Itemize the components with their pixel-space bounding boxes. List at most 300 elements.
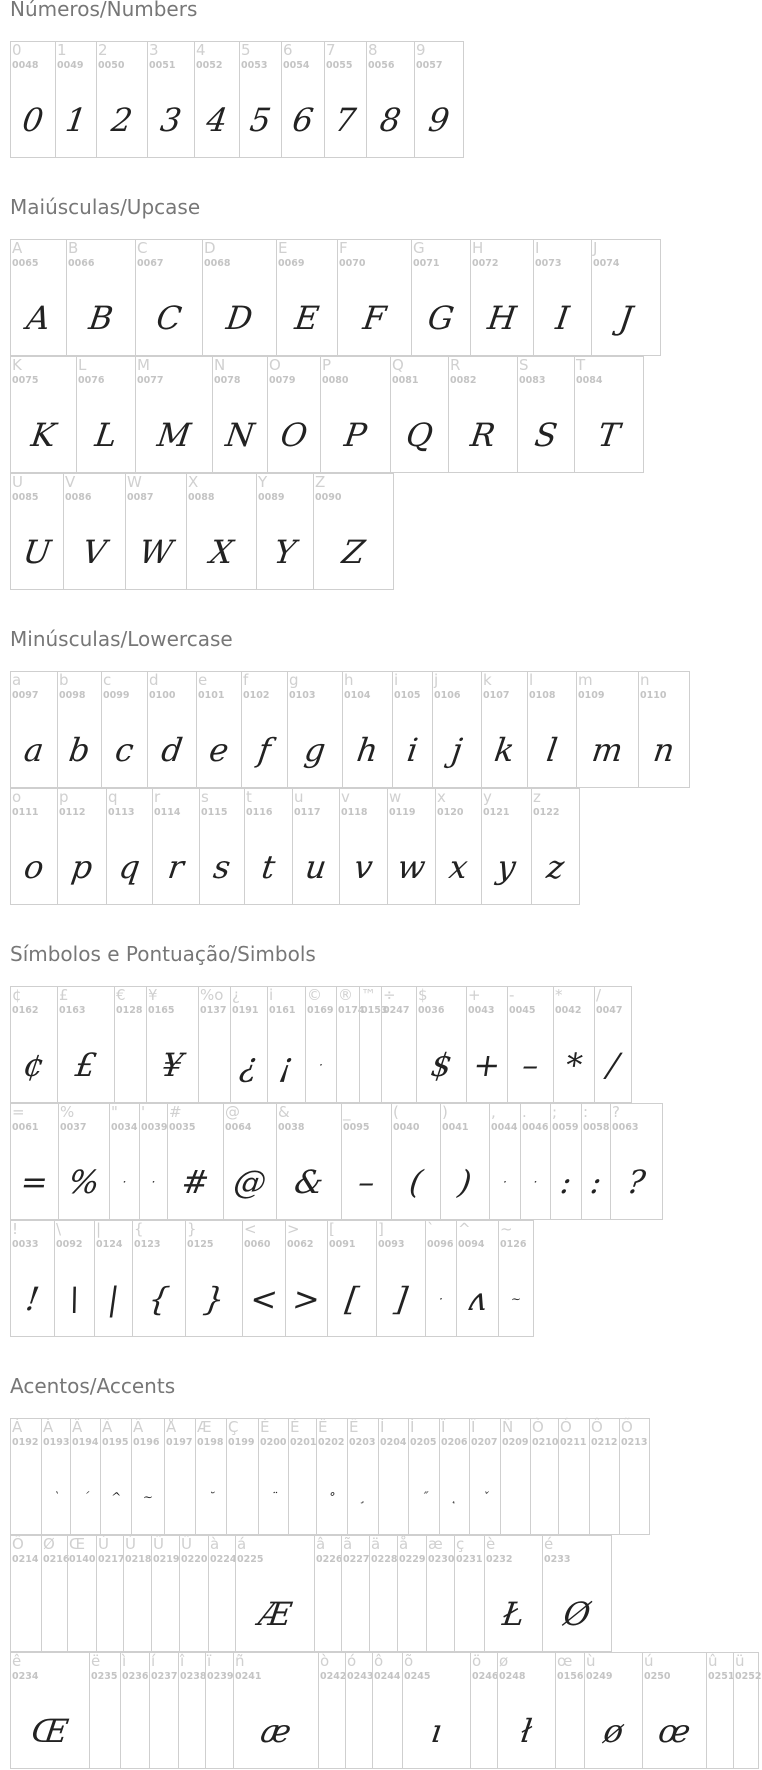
cell-char-label: [ [329,1220,335,1238]
cell-glyph-sample: o [21,848,47,886]
cell-char-label: # [169,1103,182,1121]
glyph-cell [324,41,367,158]
cell-char-code: 0116 [246,807,273,818]
cell-glyph-sample: Z [339,533,368,571]
cell-char-code: 0107 [483,690,510,701]
cell-char-code: 0124 [96,1239,123,1250]
cell-char-code: 0081 [392,375,419,386]
cell-char-label: ¥ [148,986,158,1004]
glyph-cell [376,1220,426,1337]
cell-char-code: 0205 [410,1437,437,1448]
cell-glyph-sample: q [116,848,143,886]
glyph-cell [378,1418,409,1535]
cell-char-code: 0085 [12,492,39,503]
glyph-cell [55,41,97,158]
glyph-cell [132,1220,186,1337]
cell-char-label: d [149,671,159,689]
glyph-cell [96,1535,124,1652]
cell-char-label: £ [59,986,69,1004]
glyph-cell [347,1418,379,1535]
cell-char-code: 0156 [557,1671,584,1682]
cell-char-label: _ [343,1103,351,1121]
cell-char-code: 0121 [483,807,510,818]
cell-char-label: Ä [133,1418,144,1436]
cell-glyph-sample: a [21,731,47,769]
cell-char-code: 0091 [329,1239,356,1250]
cell-glyph-sample: ^ [109,1490,123,1504]
cell-glyph-sample: s [211,848,233,886]
cell-char-code: 0242 [320,1671,347,1682]
cell-glyph-sample: Q [403,416,436,454]
cell-glyph-sample: J [616,299,636,337]
glyph-cell [440,1103,490,1220]
cell-glyph-sample: ł [518,1712,535,1750]
glyph-row [10,1535,611,1652]
cell-char-code: 0073 [535,258,562,269]
cell-char-label: Ê [318,1418,328,1436]
glyph-cell [574,356,644,473]
glyph-cell [10,1418,42,1535]
cell-glyph-sample: · [438,1292,444,1306]
glyph-cell [392,671,433,788]
cell-glyph-sample: E [292,299,322,337]
cell-glyph-sample: l [544,731,560,769]
cell-char-label: î [180,1652,185,1670]
cell-char-code: 0094 [458,1239,485,1250]
glyph-cell [341,1535,370,1652]
glyph-cell [542,1535,612,1652]
cell-char-label: Ô [591,1418,603,1436]
cell-char-code: 0237 [151,1671,178,1682]
cell-char-label: T [576,356,586,374]
glyph-cell [208,1535,236,1652]
glyph-cell [387,788,436,905]
glyph-cell [178,1652,206,1769]
cell-glyph-sample: } [201,1280,227,1318]
cell-glyph-sample: { [146,1280,172,1318]
glyph-row [10,1418,649,1535]
glyph-cell [223,1103,277,1220]
cell-char-label: G [413,239,425,257]
cell-char-label: } [187,1220,197,1238]
glyph-cell [456,1220,499,1337]
cell-char-code: 0076 [78,375,105,386]
cell-char-label: â [316,1535,326,1553]
cell-char-code: 0082 [450,375,477,386]
cell-char-label: Ï [471,1418,476,1436]
cell-char-label: J [593,239,598,257]
cell-char-code: 0108 [529,690,556,701]
cell-char-label: Q [392,356,404,374]
cell-char-label: ì [122,1652,127,1670]
glyph-cell [292,788,340,905]
cell-glyph-sample: : [587,1163,605,1201]
cell-char-code: 0050 [98,60,125,71]
cell-glyph-sample: ı [428,1712,445,1750]
glyph-cell [470,1652,498,1769]
cell-char-code: 0052 [196,60,223,71]
cell-char-label: c [103,671,112,689]
cell-glyph-sample: \ [66,1280,83,1318]
cell-glyph-sample: & [292,1163,326,1201]
cell-char-label: v [341,788,350,806]
cell-char-code: 0074 [593,258,620,269]
cell-char-code: 0196 [133,1437,160,1448]
cell-char-label: { [134,1220,144,1238]
cell-glyph-sample: Ł [500,1595,527,1633]
glyph-cell [372,1652,403,1769]
cell-glyph-sample: N [223,416,257,454]
cell-char-code: 0229 [399,1554,426,1565]
glyph-cell [313,473,394,590]
glyph-cell [500,1418,531,1535]
cell-char-code: 0106 [434,690,461,701]
cell-char-code: 0096 [427,1239,454,1250]
glyph-row [10,1103,662,1220]
cell-char-label: û [708,1652,718,1670]
cell-char-code: 0047 [596,1005,623,1016]
cell-char-code: 0066 [68,258,95,269]
cell-glyph-sample: ) [456,1163,474,1201]
glyph-cell [123,1535,152,1652]
cell-char-label: Ã [102,1418,113,1436]
glyph-cell [288,1418,317,1535]
cell-char-label: ' [141,1103,146,1121]
cell-char-code: 0202 [318,1437,345,1448]
cell-char-code: 0249 [586,1671,613,1682]
cell-glyph-sample: w [395,848,428,886]
cell-char-label: ú [644,1652,654,1670]
glyph-cell [152,788,200,905]
cell-char-code: 0054 [283,60,310,71]
cell-glyph-sample [730,1701,762,1761]
glyph-cell [439,1418,470,1535]
glyph-cell [10,356,77,473]
cell-char-label: % [60,1103,75,1121]
glyph-cell [584,1652,643,1769]
glyph-cell [498,1220,534,1337]
cell-char-label: ö [472,1652,482,1670]
cell-char-label: 4 [196,41,206,59]
cell-char-code: 0049 [57,60,84,71]
cell-char-code: 0195 [102,1437,129,1448]
cell-char-label: x [437,788,446,806]
cell-char-code: 0126 [500,1239,527,1250]
cell-glyph-sample: T [595,416,623,454]
glyph-cell [41,1418,71,1535]
cell-char-code: 0104 [344,690,371,701]
cell-glyph-sample: k [492,731,517,769]
cell-char-label: Ó [560,1418,572,1436]
glyph-cell [67,1535,97,1652]
glyph-cell [638,671,690,788]
cell-char-label: ç [456,1535,465,1553]
cell-glyph-sample: > [290,1280,323,1318]
cell-char-code: 0068 [204,258,231,269]
cell-char-code: 0098 [59,690,86,701]
cell-char-code: 0128 [116,1005,143,1016]
cell-char-code: 0200 [260,1437,287,1448]
glyph-cell [10,1220,55,1337]
glyph-cell [226,1418,259,1535]
cell-char-label: ø [499,1652,509,1670]
glyph-cell [432,671,482,788]
cell-glyph-sample: · [121,1175,128,1189]
glyph-cell [202,239,277,356]
glyph-row [10,473,393,590]
cell-char-code: 0199 [228,1437,255,1448]
cell-char-label: 7 [326,41,336,59]
cell-glyph-sample: F [360,299,389,337]
glyph-cell [258,1418,289,1535]
cell-char-label: ò [320,1652,330,1670]
cell-glyph-sample: e [206,731,232,769]
cell-char-code: 0090 [315,492,342,503]
cell-glyph-sample: – [519,1046,542,1084]
glyph-cell [114,986,147,1103]
cell-char-label: L [78,356,87,374]
cell-glyph-sample: 3 [158,101,184,139]
cell-char-code: 0087 [127,492,154,503]
cell-glyph-sample: Y [271,533,299,571]
cell-glyph-sample: + [470,1046,504,1084]
cell-glyph-sample: 5 [247,101,274,139]
cell-char-code: 0250 [644,1671,671,1682]
cell-char-code: 0206 [441,1437,468,1448]
cell-char-code: 0041 [442,1122,469,1133]
glyph-row [10,356,643,473]
cell-glyph-sample: 2 [109,101,135,139]
cell-char-label: 8 [368,41,378,59]
cell-char-code: 0057 [416,60,443,71]
glyph-cell [198,986,231,1103]
glyph-cell [164,1418,196,1535]
cell-char-label: * [555,986,563,1004]
cell-char-label: õ [404,1652,414,1670]
cell-char-code: 0163 [59,1005,86,1016]
cell-char-label: U [12,473,23,491]
glyph-cell [550,1103,582,1220]
cell-char-code: 0236 [122,1671,149,1682]
cell-char-code: 0112 [59,807,86,818]
glyph-cell [10,986,58,1103]
cell-char-code: 0217 [98,1554,125,1565]
cell-char-label: B [68,239,79,257]
cell-char-code: 0089 [258,492,285,503]
glyph-cell [179,1535,209,1652]
cell-char-label: H [472,239,484,257]
cell-glyph-sample: – [355,1163,378,1201]
glyph-row [10,788,579,905]
glyph-cell [448,356,518,473]
cell-char-code: 0111 [12,807,39,818]
cell-char-label: 0 [12,41,22,59]
cell-char-code: 0086 [65,492,92,503]
cell-char-label: i [394,671,399,689]
cell-char-code: 0153 [361,1005,388,1016]
cell-char-code: 0192 [12,1437,39,1448]
cell-char-code: 0093 [378,1239,405,1250]
cell-char-code: 0097 [12,690,39,701]
cell-char-code: 0137 [200,1005,227,1016]
cell-char-label: E [278,239,288,257]
cell-char-code: 0193 [43,1437,70,1448]
cell-glyph-sample: m [589,731,626,769]
cell-char-code: 0062 [287,1239,314,1250]
cell-glyph-sample: h [354,731,381,769]
cell-char-code: 0219 [153,1554,180,1565]
cell-glyph-sample: ˘ [207,1490,215,1504]
cell-glyph-sample: L [92,416,120,454]
cell-glyph-sample: Æ [256,1595,294,1633]
cell-glyph-sample: A [24,299,53,337]
glyph-cell [435,788,482,905]
cell-char-code: 0140 [69,1554,96,1565]
cell-char-code: 0241 [235,1671,262,1682]
cell-char-label: É [290,1418,300,1436]
cell-char-label: Y [258,473,268,491]
glyph-cell [285,1220,328,1337]
cell-char-label: ] [378,1220,384,1238]
cell-char-label: . [522,1103,527,1121]
glyph-cell [10,41,56,158]
cell-glyph-sample: r [165,848,187,886]
glyph-cell [339,788,388,905]
glyph-cell [233,1652,319,1769]
glyph-cell [10,1535,42,1652]
cell-char-code: 0101 [198,690,225,701]
cell-char-label: è [486,1535,496,1553]
glyph-cell [416,986,467,1103]
cell-glyph-sample: ¢ [21,1046,47,1084]
cell-glyph-sample: £ [73,1046,99,1084]
cell-char-label: %o [200,986,224,1004]
cell-char-label: € [116,986,126,1004]
cell-glyph-sample: · [502,1175,508,1189]
cell-glyph-sample: ¨ [269,1490,278,1504]
cell-glyph-sample: ¿ [237,1046,261,1084]
cell-char-code: 0059 [552,1122,579,1133]
cell-glyph-sample: U [20,533,54,571]
cell-glyph-sample: 1 [63,101,89,139]
cell-char-label: à [210,1535,220,1553]
cell-char-label: 2 [98,41,108,59]
cell-glyph-sample: < [247,1280,281,1318]
cell-char-code: 0095 [343,1122,370,1133]
cell-char-code: 0165 [148,1005,175,1016]
glyph-cell [241,671,288,788]
glyph-cell [244,788,293,905]
cell-char-label: N [214,356,226,374]
glyph-cell [235,1535,315,1652]
cell-char-code: 0224 [210,1554,237,1565]
cell-glyph-sample: % [66,1163,102,1201]
glyph-cell [135,239,203,356]
glyph-cell [194,41,240,158]
cell-char-label: Ë [349,1418,359,1436]
cell-char-code: 0103 [289,690,316,701]
cell-char-code: 0070 [339,258,366,269]
glyph-cell [576,671,639,788]
section-title-upcase: Maiúsculas/Upcase [10,195,201,219]
glyph-cell [186,473,257,590]
cell-char-label: é [544,1535,554,1553]
glyph-cell [135,356,213,473]
cell-char-label: > [287,1220,300,1238]
cell-char-code: 0251 [708,1671,735,1682]
glyph-cell [425,1220,457,1337]
section-title-symbols: Símbolos e Pontuação/Simbols [10,942,316,966]
cell-char-label: P [322,356,332,374]
cell-char-code: 0080 [322,375,349,386]
glyph-cell [558,1418,590,1535]
glyph-cell [149,1652,179,1769]
glyph-cell [10,788,58,905]
cell-char-label: w [389,788,402,806]
cell-glyph-sample: 7 [332,101,359,139]
cell-char-label: ó [347,1652,357,1670]
cell-glyph-sample: · [532,1175,539,1189]
glyph-cell [318,1652,346,1769]
cell-char-label: å [399,1535,409,1553]
cell-glyph-sample: z [544,848,567,886]
cell-char-label: ÷ [383,986,396,1004]
glyph-cell [470,239,534,356]
glyph-cell [454,1535,485,1652]
cell-char-label: ~ [500,1220,513,1238]
glyph-cell [619,1418,650,1535]
cell-char-code: 0234 [12,1671,39,1682]
cell-char-label: m [578,671,593,689]
cell-char-code: 0075 [12,375,39,386]
cell-char-code: 0039 [141,1122,168,1133]
cell-char-code: 0064 [225,1122,252,1133]
glyph-cell [276,1103,342,1220]
glyph-cell [276,239,338,356]
cell-glyph-sample: y [494,848,519,886]
glyph-cell [147,41,195,158]
cell-glyph-sample: ʌ [465,1280,490,1318]
glyph-cell [70,1418,101,1535]
cell-glyph-sample: 4 [204,101,230,139]
cell-char-label: $ [418,986,428,1004]
section-title-accents: Acentos/Accents [10,1374,176,1398]
cell-glyph-sample: c [112,731,137,769]
cell-char-label: I [535,239,540,257]
glyph-cell [76,356,136,473]
glyph-cell [96,41,148,158]
glyph-cell [466,986,508,1103]
glyph-cell [402,1652,471,1769]
cell-glyph-sample: d [159,731,185,769]
glyph-cell [520,1103,551,1220]
cell-char-label: Í [410,1418,415,1436]
cell-char-code: 0067 [137,258,164,269]
glyph-cell [100,1418,132,1535]
cell-char-code: 0244 [374,1671,401,1682]
glyph-cell [195,1418,227,1535]
glyph-cell [58,1103,110,1220]
cell-char-code: 0162 [12,1005,39,1016]
cell-char-label: È [260,1418,270,1436]
glyph-cell [481,788,532,905]
cell-glyph-sample: ˇ [481,1490,489,1504]
cell-char-code: 0051 [149,60,176,71]
cell-char-code: 0203 [349,1437,376,1448]
cell-char-code: 0225 [237,1554,264,1565]
cell-char-label: Œ [69,1535,86,1553]
cell-char-label: œ [557,1652,573,1670]
